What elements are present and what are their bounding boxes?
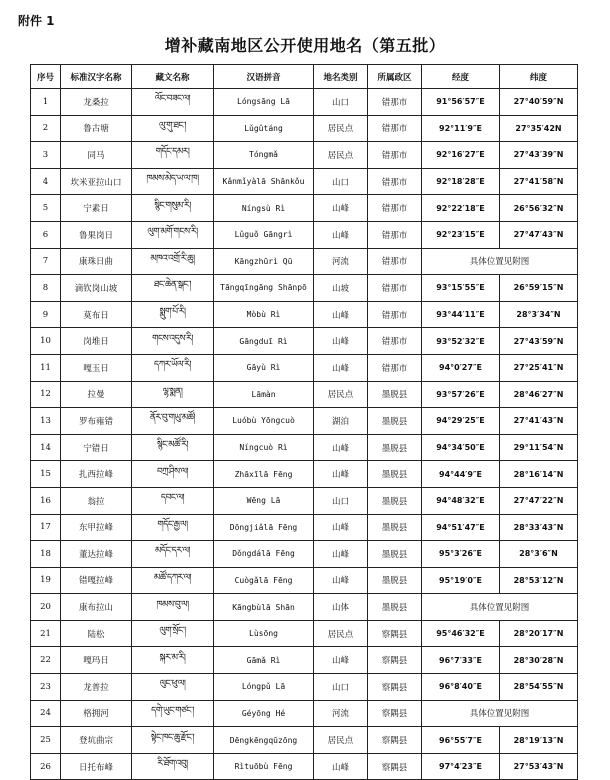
attachment-label: 附件 1 bbox=[18, 14, 55, 28]
tibetan-name-cell: ཁམས་མེད་ཡ་ལ་ཁ། bbox=[132, 168, 214, 195]
longitude-cell: 94°51′47″E bbox=[422, 514, 500, 541]
region-cell: 错那市 bbox=[368, 89, 422, 116]
latitude-cell: 28°54′55″N bbox=[500, 674, 578, 701]
category-cell: 山峰 bbox=[314, 221, 368, 248]
chinese-name-cell: 嘎玉日 bbox=[61, 354, 132, 381]
region-cell: 墨脱县 bbox=[368, 381, 422, 408]
tibetan-name-cell: དགེ་ཡུང་གཙང་། bbox=[132, 700, 214, 727]
chinese-name-cell: 扎西拉峰 bbox=[61, 461, 132, 488]
longitude-cell: 94°34′50″E bbox=[422, 434, 500, 461]
row-number-cell: 19 bbox=[31, 567, 61, 594]
region-cell: 错那市 bbox=[368, 168, 422, 195]
longitude-cell: 94°48′32″E bbox=[422, 487, 500, 514]
table-row bbox=[31, 727, 578, 754]
table-row bbox=[31, 275, 578, 302]
chinese-name-cell: 鲁果岗日 bbox=[61, 221, 132, 248]
category-cell: 居民点 bbox=[314, 115, 368, 142]
row-number-cell: 25 bbox=[31, 727, 61, 754]
category-cell: 山坡 bbox=[314, 275, 368, 302]
category-cell: 山峰 bbox=[314, 461, 368, 488]
header-longitude: 经度 bbox=[422, 65, 500, 89]
chinese-name-cell: 日托布峰 bbox=[61, 753, 132, 780]
pinyin-cell: Luóbù Yōngcuò bbox=[214, 408, 314, 435]
longitude-cell: 95°46′32″E bbox=[422, 620, 500, 647]
chinese-name-cell: 莫布日 bbox=[61, 301, 132, 328]
row-number-cell: 23 bbox=[31, 674, 61, 701]
table-row bbox=[31, 674, 578, 701]
chinese-name-cell: 陆松 bbox=[61, 620, 132, 647]
chinese-name-cell: 格拥河 bbox=[61, 700, 132, 727]
row-number-cell: 4 bbox=[31, 168, 61, 195]
chinese-name-cell: 嘎玛日 bbox=[61, 647, 132, 674]
row-number-cell: 8 bbox=[31, 275, 61, 302]
region-cell: 墨脱县 bbox=[368, 408, 422, 435]
row-number-cell: 11 bbox=[31, 354, 61, 381]
longitude-cell: 94°0′27″E bbox=[422, 354, 500, 381]
longitude-cell: 92°23′15″E bbox=[422, 221, 500, 248]
pinyin-cell: Lǔguǒ Gāngrì bbox=[214, 221, 314, 248]
region-cell: 错那市 bbox=[368, 354, 422, 381]
row-number-cell: 14 bbox=[31, 434, 61, 461]
latitude-cell: 28°19′13″N bbox=[500, 727, 578, 754]
region-cell: 墨脱县 bbox=[368, 461, 422, 488]
row-number-cell: 13 bbox=[31, 408, 61, 435]
chinese-name-cell: 康布拉山 bbox=[61, 594, 132, 621]
chinese-name-cell: 坎米亚拉山口 bbox=[61, 168, 132, 195]
tibetan-name-cell: སྨུག་པོ་རི། bbox=[132, 301, 214, 328]
table-row bbox=[31, 461, 578, 488]
pinyin-cell: Níngcuò Rì bbox=[214, 434, 314, 461]
header-number: 序号 bbox=[31, 65, 61, 89]
category-cell: 山峰 bbox=[314, 541, 368, 568]
longitude-cell: 94°44′9″E bbox=[422, 461, 500, 488]
longitude-cell: 96°8′40″E bbox=[422, 674, 500, 701]
latitude-cell: 27°47′43″N bbox=[500, 221, 578, 248]
row-number-cell: 7 bbox=[31, 248, 61, 275]
tibetan-name-cell: ལྷ་སྨན། bbox=[132, 381, 214, 408]
table-row bbox=[31, 700, 578, 727]
region-cell: 错那市 bbox=[368, 221, 422, 248]
region-cell: 错那市 bbox=[368, 301, 422, 328]
pinyin-cell: Cuògǎlā Fēng bbox=[214, 567, 314, 594]
tibetan-name-cell: མཁའ་འགྲོ་རི་ཆུ། bbox=[132, 248, 214, 275]
row-number-cell: 5 bbox=[31, 195, 61, 222]
category-cell: 山峰 bbox=[314, 567, 368, 594]
category-cell: 居民点 bbox=[314, 142, 368, 169]
pinyin-cell: Dēngkēngqūzōng bbox=[214, 727, 314, 754]
category-cell: 山峰 bbox=[314, 301, 368, 328]
row-number-cell: 12 bbox=[31, 381, 61, 408]
category-cell: 山峰 bbox=[314, 753, 368, 780]
row-number-cell: 15 bbox=[31, 461, 61, 488]
table-row bbox=[31, 221, 578, 248]
chinese-name-cell: 龙桑拉 bbox=[61, 89, 132, 116]
table-row bbox=[31, 354, 578, 381]
longitude-cell: 93°15′55″E bbox=[422, 275, 500, 302]
pinyin-cell: Lùsōng bbox=[214, 620, 314, 647]
chinese-name-cell: 登坑曲宗 bbox=[61, 727, 132, 754]
table-row bbox=[31, 567, 578, 594]
table-row bbox=[31, 487, 578, 514]
table-row bbox=[31, 594, 578, 621]
header-category: 地名类别 bbox=[314, 65, 368, 89]
chinese-name-cell: 董达拉峰 bbox=[61, 541, 132, 568]
pinyin-cell: Tóngmǎ bbox=[214, 142, 314, 169]
longitude-cell: 96°55′7″E bbox=[422, 727, 500, 754]
region-cell: 错那市 bbox=[368, 328, 422, 355]
tibetan-name-cell: བཀྲ་ཤིས་ལ། bbox=[132, 461, 214, 488]
category-cell: 山峰 bbox=[314, 514, 368, 541]
pinyin-cell: Gāngduī Rì bbox=[214, 328, 314, 355]
pinyin-cell: Dǒngdálā Fēng bbox=[214, 541, 314, 568]
row-number-cell: 20 bbox=[31, 594, 61, 621]
category-cell: 山体 bbox=[314, 594, 368, 621]
pinyin-cell: Lǔgǔtáng bbox=[214, 115, 314, 142]
pinyin-cell: Rìtuōbù Fēng bbox=[214, 753, 314, 780]
row-number-cell: 16 bbox=[31, 487, 61, 514]
pinyin-cell: Tāngqīngāng Shānpō bbox=[214, 275, 314, 302]
longitude-cell: 92°18′28″E bbox=[422, 168, 500, 195]
tibetan-name-cell: ལུག་མགོ་གངས་རི། bbox=[132, 221, 214, 248]
category-cell: 山口 bbox=[314, 168, 368, 195]
region-cell: 错那市 bbox=[368, 248, 422, 275]
category-cell: 河流 bbox=[314, 700, 368, 727]
row-number-cell: 17 bbox=[31, 514, 61, 541]
longitude-cell: 96°7′33″E bbox=[422, 647, 500, 674]
pinyin-cell: Lóngpǔ Lā bbox=[214, 674, 314, 701]
category-cell: 山峰 bbox=[314, 647, 368, 674]
pinyin-cell: Gāyù Rì bbox=[214, 354, 314, 381]
tibetan-name-cell: སྙིང་མཚོ་རི། bbox=[132, 434, 214, 461]
latitude-cell: 28°16′14″N bbox=[500, 461, 578, 488]
chinese-name-cell: 错嘎拉峰 bbox=[61, 567, 132, 594]
longitude-cell: 94°29′25″E bbox=[422, 408, 500, 435]
header-latitude: 纬度 bbox=[500, 65, 578, 89]
latitude-cell: 27°40′59″N bbox=[500, 89, 578, 116]
category-cell: 山峰 bbox=[314, 328, 368, 355]
tibetan-name-cell: རི་ཐོག་འབུ། bbox=[132, 753, 214, 780]
row-number-cell: 9 bbox=[31, 301, 61, 328]
region-cell: 错那市 bbox=[368, 275, 422, 302]
table-row bbox=[31, 328, 578, 355]
pinyin-cell: Kǎnmǐyàlā Shānkǒu bbox=[214, 168, 314, 195]
category-cell: 湖泊 bbox=[314, 408, 368, 435]
latitude-cell: 28°53′12″N bbox=[500, 567, 578, 594]
category-cell: 居民点 bbox=[314, 727, 368, 754]
header-pinyin: 汉语拼音 bbox=[214, 65, 314, 89]
chinese-name-cell: 罗布雍错 bbox=[61, 408, 132, 435]
tibetan-name-cell: སྙིང་གསུམ་རི། bbox=[132, 195, 214, 222]
table-row bbox=[31, 620, 578, 647]
longitude-cell: 97°4′23″E bbox=[422, 753, 500, 780]
region-cell: 错那市 bbox=[368, 115, 422, 142]
longitude-cell: 93°44′11″E bbox=[422, 301, 500, 328]
table-row bbox=[31, 381, 578, 408]
region-cell: 察隅县 bbox=[368, 647, 422, 674]
row-number-cell: 26 bbox=[31, 753, 61, 780]
region-cell: 墨脱县 bbox=[368, 434, 422, 461]
table-header-row bbox=[31, 65, 578, 89]
chinese-name-cell: 滴钦岗山坡 bbox=[61, 275, 132, 302]
chinese-name-cell: 拉曼 bbox=[61, 381, 132, 408]
table-row bbox=[31, 301, 578, 328]
table-row bbox=[31, 514, 578, 541]
latitude-cell: 26°59′15″N bbox=[500, 275, 578, 302]
tibetan-name-cell: དཀར་ཡོལ་རི། bbox=[132, 354, 214, 381]
region-cell: 察隅县 bbox=[368, 753, 422, 780]
category-cell: 山口 bbox=[314, 487, 368, 514]
row-number-cell: 1 bbox=[31, 89, 61, 116]
tibetan-name-cell: སྐར་མ་རི། bbox=[132, 647, 214, 674]
region-cell: 错那市 bbox=[368, 142, 422, 169]
tibetan-name-cell: གངས་འདུས་རི། bbox=[132, 328, 214, 355]
pinyin-cell: Dōngjiǎlā Fēng bbox=[214, 514, 314, 541]
latitude-cell: 27°47′22″N bbox=[500, 487, 578, 514]
location-note-cell: 具体位置见附图 bbox=[422, 594, 578, 621]
header-chinese-name: 标准汉字名称 bbox=[61, 65, 132, 89]
table-row bbox=[31, 195, 578, 222]
region-cell: 错那市 bbox=[368, 195, 422, 222]
longitude-cell: 93°57′26″E bbox=[422, 381, 500, 408]
tibetan-name-cell: མཚོ་དཀར་ལ། bbox=[132, 567, 214, 594]
longitude-cell: 91°56′57″E bbox=[422, 89, 500, 116]
latitude-cell: 27°35′42N bbox=[500, 115, 578, 142]
place-names-table bbox=[30, 64, 578, 780]
latitude-cell: 28°46′27″N bbox=[500, 381, 578, 408]
tibetan-name-cell: ལུང་ཕུ་ལ། bbox=[132, 674, 214, 701]
chinese-name-cell: 翁拉 bbox=[61, 487, 132, 514]
chinese-name-cell: 东甲拉峰 bbox=[61, 514, 132, 541]
pinyin-cell: Mòbù Rì bbox=[214, 301, 314, 328]
pinyin-cell: Gāmǎ Rì bbox=[214, 647, 314, 674]
tibetan-name-cell: ལོང་བཟང་ལ། bbox=[132, 89, 214, 116]
header-tibetan-name: 藏文名称 bbox=[132, 65, 214, 89]
region-cell: 墨脱县 bbox=[368, 541, 422, 568]
table-row bbox=[31, 89, 578, 116]
document-title: 增补藏南地区公开使用地名（第五批） bbox=[164, 36, 446, 55]
tibetan-name-cell: དབང་ལ། bbox=[132, 487, 214, 514]
row-number-cell: 10 bbox=[31, 328, 61, 355]
pinyin-cell: Géyōng Hé bbox=[214, 700, 314, 727]
region-cell: 察隅县 bbox=[368, 727, 422, 754]
table-row bbox=[31, 541, 578, 568]
longitude-cell: 92°11′9″E bbox=[422, 115, 500, 142]
longitude-cell: 93°52′32″E bbox=[422, 328, 500, 355]
pinyin-cell: Kāngzhūrì Qū bbox=[214, 248, 314, 275]
table-row bbox=[31, 647, 578, 674]
latitude-cell: 27°41′43″N bbox=[500, 408, 578, 435]
table-row bbox=[31, 115, 578, 142]
latitude-cell: 28°33′43″N bbox=[500, 514, 578, 541]
longitude-cell: 92°22′18″E bbox=[422, 195, 500, 222]
tibetan-name-cell: ཁམས་བུ་ལ། bbox=[132, 594, 214, 621]
latitude-cell: 27°43′39″N bbox=[500, 142, 578, 169]
region-cell: 墨脱县 bbox=[368, 514, 422, 541]
pinyin-cell: Kāngbùlā Shān bbox=[214, 594, 314, 621]
table-row bbox=[31, 408, 578, 435]
tibetan-name-cell: ཐང་ཆེན་སྒང་། bbox=[132, 275, 214, 302]
latitude-cell: 28°3′34″N bbox=[500, 301, 578, 328]
chinese-name-cell: 康珠日曲 bbox=[61, 248, 132, 275]
row-number-cell: 22 bbox=[31, 647, 61, 674]
latitude-cell: 28°30′28″N bbox=[500, 647, 578, 674]
latitude-cell: 28°20′17″N bbox=[500, 620, 578, 647]
row-number-cell: 6 bbox=[31, 221, 61, 248]
location-note-cell: 具体位置见附图 bbox=[422, 700, 578, 727]
chinese-name-cell: 鲁古塘 bbox=[61, 115, 132, 142]
category-cell: 山峰 bbox=[314, 195, 368, 222]
category-cell: 山口 bbox=[314, 674, 368, 701]
row-number-cell: 21 bbox=[31, 620, 61, 647]
table-row bbox=[31, 168, 578, 195]
latitude-cell: 27°41′58″N bbox=[500, 168, 578, 195]
tibetan-name-cell: གདོང་རྒྱ་ལ། bbox=[132, 514, 214, 541]
table-row bbox=[31, 753, 578, 780]
latitude-cell: 27°25′41″N bbox=[500, 354, 578, 381]
tibetan-name-cell: སྟེང་ཁང་ཆུ་རྫོང་། bbox=[132, 727, 214, 754]
row-number-cell: 18 bbox=[31, 541, 61, 568]
tibetan-name-cell: གདོང་དམར། bbox=[132, 142, 214, 169]
chinese-name-cell: 同马 bbox=[61, 142, 132, 169]
chinese-name-cell: 宁错日 bbox=[61, 434, 132, 461]
table-row bbox=[31, 434, 578, 461]
category-cell: 居民点 bbox=[314, 381, 368, 408]
region-cell: 察隅县 bbox=[368, 674, 422, 701]
latitude-cell: 27°53′43″N bbox=[500, 753, 578, 780]
tibetan-name-cell: མདོང་དར་ལ། bbox=[132, 541, 214, 568]
row-number-cell: 2 bbox=[31, 115, 61, 142]
location-note-cell: 具体位置见附图 bbox=[422, 248, 578, 275]
tibetan-name-cell: ལུ་གུ་ཐང་། bbox=[132, 115, 214, 142]
tibetan-name-cell: ནོར་བུ་གཡུ་མཚོ། bbox=[132, 408, 214, 435]
region-cell: 察隅县 bbox=[368, 700, 422, 727]
latitude-cell: 28°3′6″N bbox=[500, 541, 578, 568]
latitude-cell: 29°11′54″N bbox=[500, 434, 578, 461]
latitude-cell: 27°43′59″N bbox=[500, 328, 578, 355]
category-cell: 山口 bbox=[314, 89, 368, 116]
chinese-name-cell: 宁素日 bbox=[61, 195, 132, 222]
latitude-cell: 26°56′32″N bbox=[500, 195, 578, 222]
pinyin-cell: Wēng Lā bbox=[214, 487, 314, 514]
tibetan-name-cell: ལུག་སྲོང་། bbox=[132, 620, 214, 647]
header-region: 所属政区 bbox=[368, 65, 422, 89]
region-cell: 墨脱县 bbox=[368, 487, 422, 514]
category-cell: 居民点 bbox=[314, 620, 368, 647]
longitude-cell: 95°19′0″E bbox=[422, 567, 500, 594]
longitude-cell: 92°16′27″E bbox=[422, 142, 500, 169]
chinese-name-cell: 岗堆日 bbox=[61, 328, 132, 355]
row-number-cell: 24 bbox=[31, 700, 61, 727]
pinyin-cell: Níngsù Rì bbox=[214, 195, 314, 222]
region-cell: 墨脱县 bbox=[368, 567, 422, 594]
table-row bbox=[31, 142, 578, 169]
pinyin-cell: Lāmàn bbox=[214, 381, 314, 408]
pinyin-cell: Lóngsāng Lā bbox=[214, 89, 314, 116]
table-body bbox=[31, 89, 578, 780]
category-cell: 山峰 bbox=[314, 434, 368, 461]
region-cell: 察隅县 bbox=[368, 620, 422, 647]
category-cell: 山峰 bbox=[314, 354, 368, 381]
pinyin-cell: Zhāxīlā Fēng bbox=[214, 461, 314, 488]
category-cell: 河流 bbox=[314, 248, 368, 275]
region-cell: 墨脱县 bbox=[368, 594, 422, 621]
chinese-name-cell: 龙普拉 bbox=[61, 674, 132, 701]
table-row bbox=[31, 248, 578, 275]
longitude-cell: 95°3′26″E bbox=[422, 541, 500, 568]
row-number-cell: 3 bbox=[31, 142, 61, 169]
